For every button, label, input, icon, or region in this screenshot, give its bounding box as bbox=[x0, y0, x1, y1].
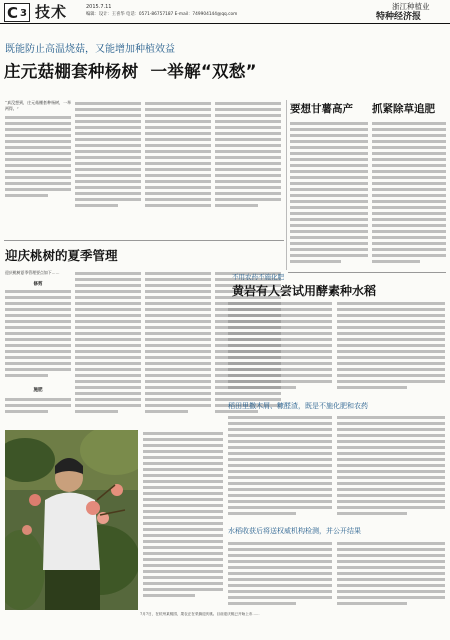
edit-line: 编辑：设计：王喜华 电话：0571-86757187 E-mail：749904144@qq.com bbox=[86, 12, 238, 17]
story7-col1 bbox=[228, 540, 332, 610]
section-number: 3 bbox=[20, 8, 27, 19]
paper-name: 特种经济报 bbox=[376, 12, 422, 22]
story1-headline: 庄元菇棚套种杨树 一举解“双愁” bbox=[4, 62, 257, 81]
story4-tail bbox=[143, 430, 223, 606]
story4-sub2: 施肥 bbox=[33, 388, 43, 393]
story5-kicker: 不用农药不施化肥 bbox=[232, 273, 284, 281]
story1-col2 bbox=[75, 100, 141, 210]
peach-photo bbox=[5, 430, 138, 610]
section-code: C bbox=[7, 4, 19, 22]
story1-col1-fill bbox=[5, 114, 71, 202]
story1-col4 bbox=[215, 100, 281, 210]
section-name: 技术 bbox=[35, 3, 68, 21]
story1-col1 bbox=[5, 100, 71, 210]
story6-col2 bbox=[337, 414, 445, 522]
story1-bottom-rule bbox=[4, 240, 284, 241]
photo-caption: 7月7日，在杭州某桃园，果农正在采摘迎庆桃。目前迎庆桃已开始上市…… bbox=[140, 612, 260, 616]
story7-col2 bbox=[337, 540, 445, 610]
story2-body bbox=[290, 120, 368, 270]
story5-col2 bbox=[337, 300, 445, 400]
story4-para-open: 迎庆桃树夏季管理要点如下…… bbox=[5, 270, 60, 275]
col-divider-right bbox=[286, 100, 287, 270]
story3-body bbox=[372, 120, 446, 270]
story4-col2 bbox=[75, 270, 141, 420]
right-top-rule bbox=[288, 272, 446, 273]
story1-kicker: 既能防止高温烧菇，又能增加种植效益 bbox=[5, 44, 175, 55]
story2-headline: 要想甘薯高产 bbox=[290, 103, 353, 115]
story6-headline: 稻田里撒木屑、糠醛渣，既是不施化肥和农药 bbox=[228, 402, 368, 410]
story6-col1 bbox=[228, 414, 332, 522]
issue-date: 2015.7.11 bbox=[86, 4, 112, 10]
paper-area: 浙江种植业 bbox=[392, 2, 430, 11]
story1-para-open: “真没想到，庄元菇棚套种杨树，一举两得。” bbox=[5, 100, 71, 111]
story4-headline: 迎庆桃树的夏季管理 bbox=[5, 248, 118, 263]
story5-headline: 黄岩有人尝试用酵素种水稻 bbox=[232, 284, 377, 298]
story4-col3 bbox=[145, 270, 211, 420]
header-rule bbox=[0, 23, 450, 24]
story4-sub1: 修剪 bbox=[33, 282, 43, 287]
story1-col3 bbox=[145, 100, 211, 210]
story4-col1b bbox=[5, 396, 71, 418]
story7-subhead: 水稻收获后将送权威机构检测，并公开结果 bbox=[228, 527, 361, 535]
story5-col1 bbox=[228, 300, 332, 400]
section-badge bbox=[4, 3, 30, 22]
peach-photo-art bbox=[5, 430, 138, 610]
story3-headline: 抓紧除草追肥 bbox=[372, 103, 435, 115]
